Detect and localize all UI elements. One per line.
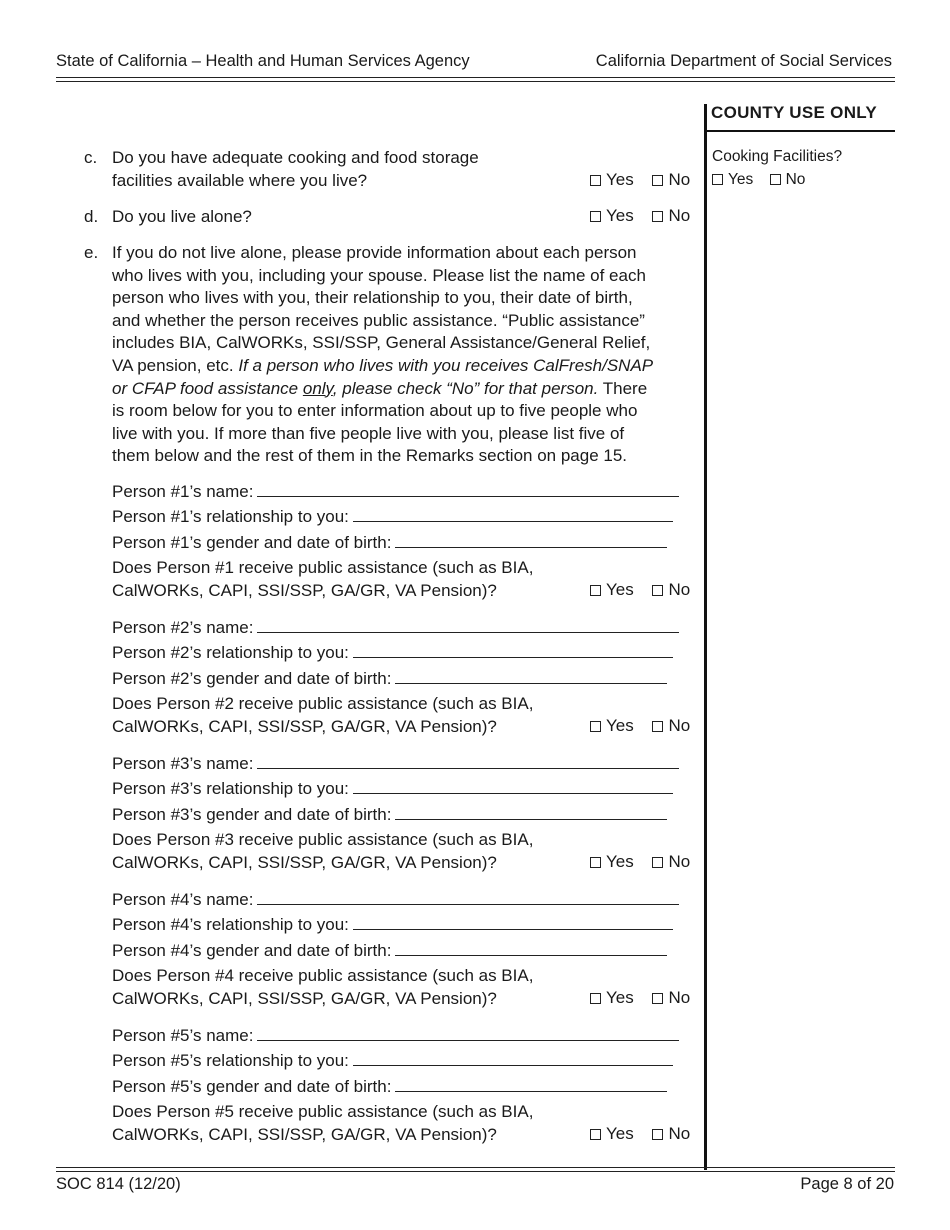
person-gender-dob-input[interactable] xyxy=(395,803,667,820)
person-public-assistance-question xyxy=(112,1101,533,1146)
yes-label: Yes xyxy=(728,171,754,188)
no-label: No xyxy=(785,171,806,188)
person-relationship-input[interactable] xyxy=(353,913,673,930)
person-pa-yes-checkbox[interactable] xyxy=(590,1124,634,1144)
person-pa-yes-checkbox[interactable] xyxy=(590,716,634,736)
question-c-line: facilities available where you live? xyxy=(112,170,368,190)
no-label: No xyxy=(668,206,691,225)
header-rule-2 xyxy=(56,81,895,82)
person-pa-line: CalWORKs, CAPI, SSI/SSP, GA/GR, VA Pension)? xyxy=(112,580,497,600)
question-e-line: who lives with you, including your spouse. Please list the name of each xyxy=(112,265,646,285)
person-gender-dob-input[interactable] xyxy=(395,1075,667,1092)
question-c-line: Do you have adequate cooking and food storage xyxy=(112,148,479,167)
person-name-input[interactable] xyxy=(257,888,679,905)
person-name-input[interactable] xyxy=(257,752,679,769)
person-relationship-field xyxy=(112,1049,673,1072)
person-gender-dob-label: Person #1’s gender and date of birth: xyxy=(112,533,392,552)
question-e-line: and whether the person receives public assistance. “Public assistance” xyxy=(112,310,645,330)
checkbox-icon xyxy=(590,857,601,868)
header-department: California Department of Social Services xyxy=(595,52,892,70)
person-gender-dob-input[interactable] xyxy=(395,939,667,956)
question-e-line: them below and the rest of them in the Remarks section on page 15. xyxy=(112,446,628,466)
person-gender-dob-label: Person #4’s gender and date of birth: xyxy=(112,941,392,960)
footer-page-number: Page 8 of 20 xyxy=(800,1175,894,1193)
question-e-line: If you do not live alone, please provide information about each person xyxy=(112,243,637,262)
person-pa-yes-checkbox[interactable] xyxy=(590,580,634,600)
no-label: No xyxy=(668,170,691,189)
yes-label: Yes xyxy=(606,580,634,599)
checkbox-icon xyxy=(652,1129,663,1140)
checkbox-icon xyxy=(652,721,663,732)
no-label: No xyxy=(668,716,691,735)
person-gender-dob-input[interactable] xyxy=(395,531,667,548)
checkbox-icon xyxy=(590,721,601,732)
person-name-field xyxy=(112,616,679,639)
person-relationship-label: Person #3’s relationship to you: xyxy=(112,779,349,798)
question-d-text: Do you live alone? xyxy=(112,207,252,226)
question-c-text xyxy=(112,147,479,192)
yes-label: Yes xyxy=(606,206,634,225)
person-pa-no-checkbox[interactable] xyxy=(652,1124,690,1144)
header-rule xyxy=(56,77,895,78)
question-c-yes-checkbox[interactable] xyxy=(590,170,634,190)
person-name-field xyxy=(112,752,679,775)
no-label: No xyxy=(668,988,691,1007)
person-pa-line: Does Person #1 receive public assistance (such as BIA, xyxy=(112,558,534,577)
yes-label: Yes xyxy=(606,988,634,1007)
person-public-assistance-question xyxy=(112,965,533,1010)
person-name-label: Person #3’s name: xyxy=(112,754,254,773)
person-relationship-field xyxy=(112,641,673,664)
question-e-line: is room below for you to enter information about up to five people who xyxy=(112,401,638,421)
person-name-input[interactable] xyxy=(257,480,679,497)
county-use-divider xyxy=(704,104,707,1170)
checkbox-icon xyxy=(590,175,601,186)
person-pa-no-checkbox[interactable] xyxy=(652,580,690,600)
checkbox-icon xyxy=(770,174,781,185)
person-relationship-field xyxy=(112,505,673,528)
county-cooking-yes-no xyxy=(712,171,805,189)
person-name-label: Person #2’s name: xyxy=(112,618,254,637)
question-c-answers xyxy=(590,170,690,190)
checkbox-icon xyxy=(590,1129,601,1140)
question-c-no-checkbox[interactable] xyxy=(652,170,690,190)
checkbox-icon xyxy=(652,175,663,186)
checkbox-icon xyxy=(590,993,601,1004)
person-pa-line: Does Person #2 receive public assistance (such as BIA, xyxy=(112,694,534,713)
person-relationship-label: Person #5’s relationship to you: xyxy=(112,1051,349,1070)
question-d-yes-checkbox[interactable] xyxy=(590,206,634,226)
person-relationship-input[interactable] xyxy=(353,777,673,794)
person-pa-no-checkbox[interactable] xyxy=(652,852,690,872)
question-d-answers xyxy=(590,206,690,226)
person-public-assistance-answers xyxy=(590,1124,690,1144)
question-e-line xyxy=(112,355,653,378)
yes-label: Yes xyxy=(606,1124,634,1143)
person-gender-dob-input[interactable] xyxy=(395,667,667,684)
person-pa-line: CalWORKs, CAPI, SSI/SSP, GA/GR, VA Pension)? xyxy=(112,988,497,1008)
person-pa-no-checkbox[interactable] xyxy=(652,988,690,1008)
person-relationship-field xyxy=(112,777,673,800)
person-name-field xyxy=(112,888,679,911)
yes-label: Yes xyxy=(606,170,634,189)
person-pa-line: Does Person #3 receive public assistance (such as BIA, xyxy=(112,830,534,849)
yes-label: Yes xyxy=(606,852,634,871)
no-label: No xyxy=(668,1124,691,1143)
question-e-only: only xyxy=(302,378,333,398)
person-pa-line: CalWORKs, CAPI, SSI/SSP, GA/GR, VA Pension)? xyxy=(112,1124,497,1144)
person-public-assistance-answers xyxy=(590,716,690,736)
question-d-letter: d. xyxy=(84,207,99,226)
person-gender-dob-label: Person #2’s gender and date of birth: xyxy=(112,669,392,688)
person-name-field xyxy=(112,1024,679,1047)
cooking-facilities-label: Cooking Facilities? xyxy=(712,148,843,165)
person-pa-line: CalWORKs, CAPI, SSI/SSP, GA/GR, VA Pension)? xyxy=(112,852,497,872)
yes-label: Yes xyxy=(606,716,634,735)
question-e-italic: , please check “No” for that person. xyxy=(332,378,599,398)
question-e-line: live with you. If more than five people live with you, please list five of xyxy=(112,423,625,443)
person-pa-no-checkbox[interactable] xyxy=(652,716,690,736)
person-pa-yes-checkbox[interactable] xyxy=(590,988,634,1008)
county-cooking-no-checkbox[interactable] xyxy=(770,171,806,189)
person-gender-dob-field xyxy=(112,667,667,690)
person-name-label: Person #4’s name: xyxy=(112,890,254,909)
person-name-field xyxy=(112,480,679,503)
person-name-input[interactable] xyxy=(257,616,679,633)
question-e-line: person who lives with you, their relationship to you, their date of birth, xyxy=(112,288,633,308)
question-e-line: includes BIA, CalWORKs, SSI/SSP, General Assistance/General Relief, xyxy=(112,333,651,353)
person-gender-dob-field xyxy=(112,531,667,554)
person-public-assistance-answers xyxy=(590,580,690,600)
county-use-rule xyxy=(707,130,895,132)
question-e-italic: or CFAP food assistance xyxy=(112,378,299,398)
checkbox-icon xyxy=(652,993,663,1004)
no-label: No xyxy=(668,852,691,871)
person-pa-line: Does Person #4 receive public assistance (such as BIA, xyxy=(112,966,534,985)
header-agency: State of California – Health and Human Services Agency xyxy=(56,52,470,70)
question-e-italic: If a person who lives with you receives CalFresh/SNAP xyxy=(238,355,654,375)
checkbox-icon xyxy=(590,211,601,222)
question-e-span: VA pension, etc. xyxy=(112,355,234,375)
person-name-label: Person #1’s name: xyxy=(112,482,254,501)
person-name-input[interactable] xyxy=(257,1024,679,1041)
person-relationship-label: Person #2’s relationship to you: xyxy=(112,643,349,662)
checkbox-icon xyxy=(712,174,723,185)
checkbox-icon xyxy=(652,211,663,222)
question-e-span: There xyxy=(602,378,648,398)
person-public-assistance-question xyxy=(112,557,533,602)
person-gender-dob-field xyxy=(112,1075,667,1098)
person-gender-dob-field xyxy=(112,939,667,962)
footer-rule xyxy=(56,1167,895,1168)
no-label: No xyxy=(668,580,691,599)
checkbox-icon xyxy=(652,857,663,868)
question-e-line xyxy=(112,378,653,401)
person-name-label: Person #5’s name: xyxy=(112,1026,254,1045)
person-public-assistance-question xyxy=(112,829,533,874)
checkbox-icon xyxy=(652,585,663,596)
question-e-text xyxy=(112,242,653,468)
person-relationship-input[interactable] xyxy=(353,505,673,522)
person-gender-dob-label: Person #3’s gender and date of birth: xyxy=(112,805,392,824)
question-d-no-checkbox[interactable] xyxy=(652,206,690,226)
person-relationship-label: Person #1’s relationship to you: xyxy=(112,507,349,526)
question-e-letter: e. xyxy=(84,243,99,262)
question-c-letter: c. xyxy=(84,148,98,167)
person-relationship-input[interactable] xyxy=(353,1049,673,1066)
county-cooking-yes-checkbox[interactable] xyxy=(712,171,753,189)
person-gender-dob-field xyxy=(112,803,667,826)
person-pa-line: Does Person #5 receive public assistance (such as BIA, xyxy=(112,1102,534,1121)
person-pa-line: CalWORKs, CAPI, SSI/SSP, GA/GR, VA Pension)? xyxy=(112,716,497,736)
person-relationship-label: Person #4’s relationship to you: xyxy=(112,915,349,934)
person-public-assistance-question xyxy=(112,693,533,738)
person-gender-dob-label: Person #5’s gender and date of birth: xyxy=(112,1077,392,1096)
footer-rule-2 xyxy=(56,1171,895,1172)
checkbox-icon xyxy=(590,585,601,596)
person-public-assistance-answers xyxy=(590,852,690,872)
person-public-assistance-answers xyxy=(590,988,690,1008)
person-pa-yes-checkbox[interactable] xyxy=(590,852,634,872)
person-relationship-field xyxy=(112,913,673,936)
footer-form-number: SOC 814 (12/20) xyxy=(56,1175,181,1193)
person-relationship-input[interactable] xyxy=(353,641,673,658)
county-use-title: COUNTY USE ONLY xyxy=(711,103,878,122)
